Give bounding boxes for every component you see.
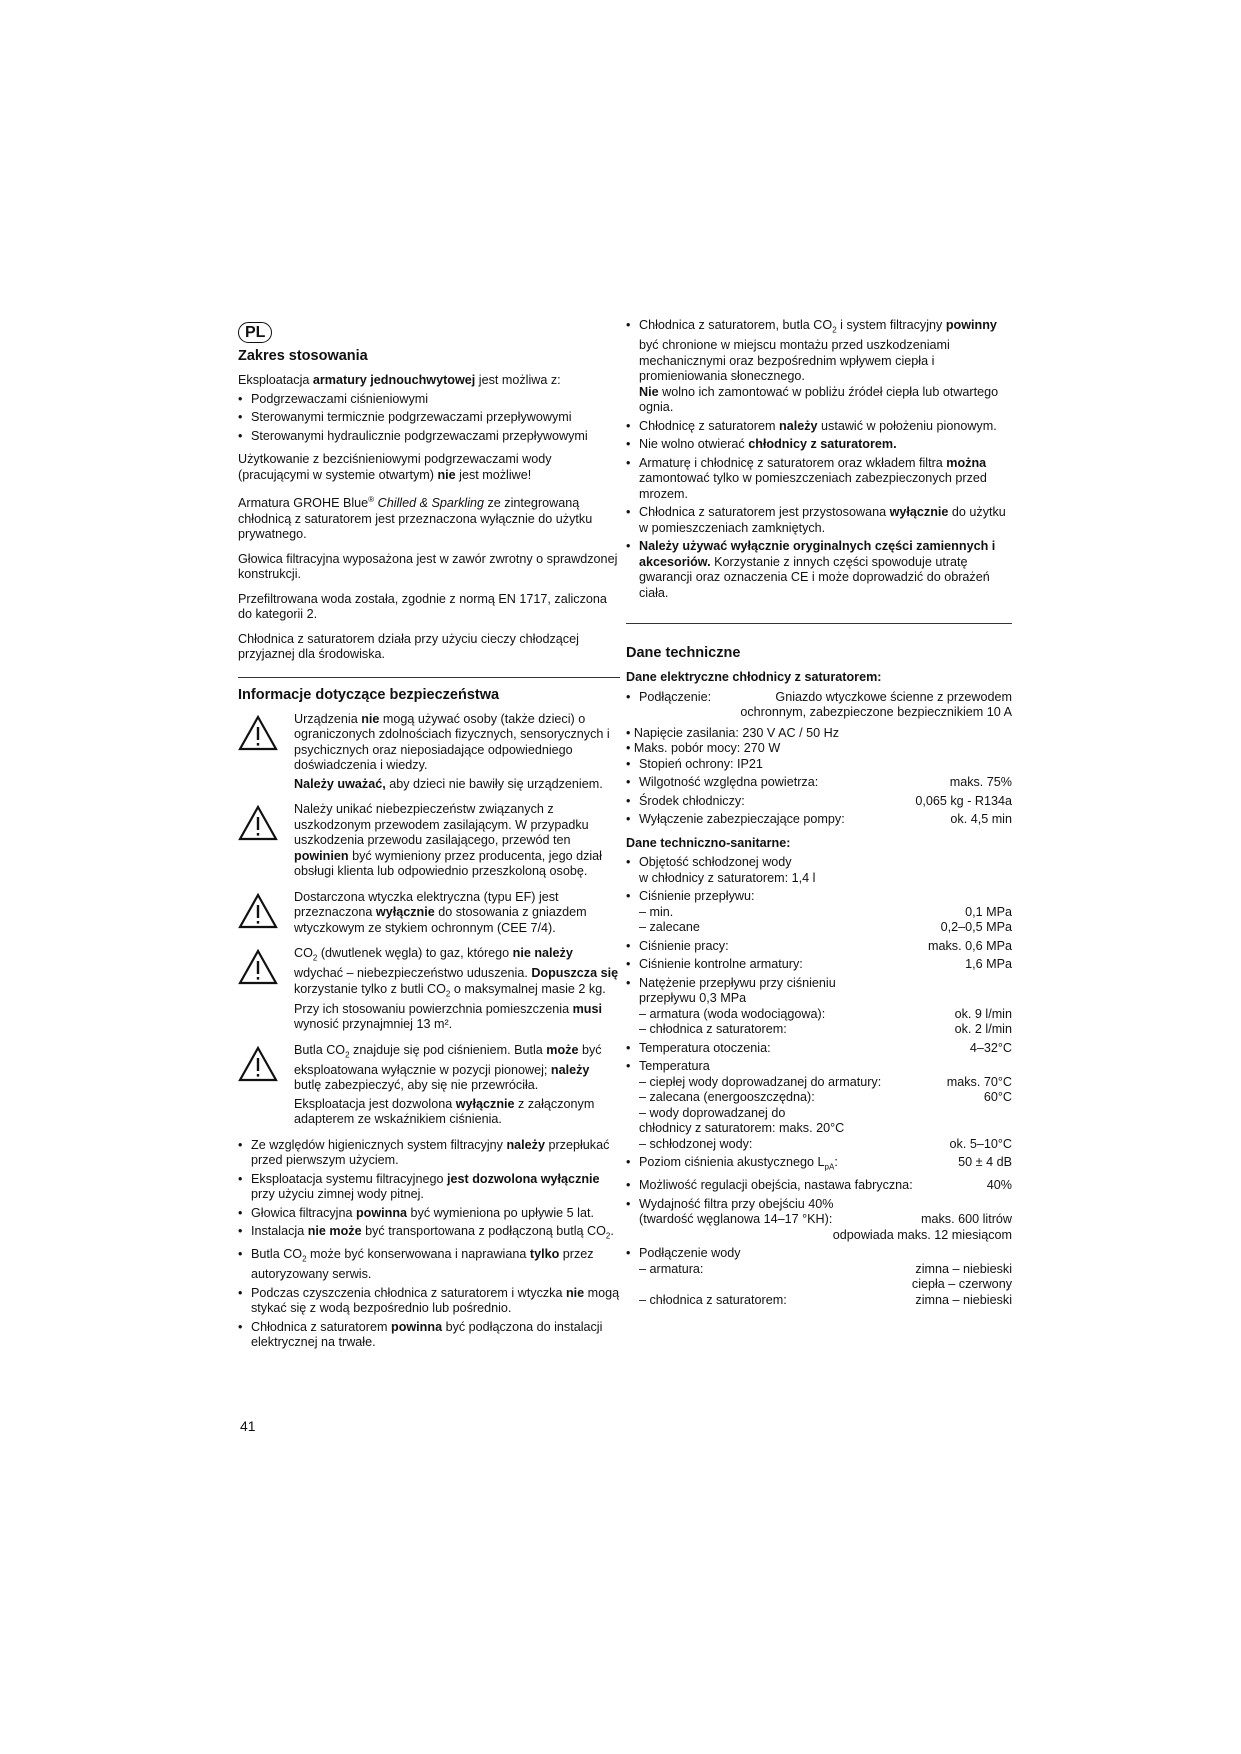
warning-text: Należy unikać niebezpieczeństw związanych z uszkodzonym przewodem zasilającym. W przypadku uszkodzenia przewodu zasilającego, przewód ten powinien być wymieniony przez producenta, jego dział obsługi klienta lub odpowiednio przeszkoloną osobę. <box>294 802 602 879</box>
list-item: • Podłączenie: Gniazdo wtyczkowe ścienne z przewodem ochronnym, zabezpieczone bezpiecznikiem 10 A <box>626 690 1012 721</box>
list-item: • Środek chłodniczy: 0,065 kg - R134a <box>626 794 1012 810</box>
list-item: • Możliwość regulacji obejścia, nastawa fabryczna: 40% <box>626 1178 1012 1194</box>
list-item: • Objętość schłodzonej wody w chłodnicy z saturatorem: 1,4 l <box>626 855 1012 886</box>
list-item: • Podgrzewaczami ciśnieniowymi <box>238 392 620 408</box>
list-item: • Natężenie przepływu przy ciśnieniu przepływu 0,3 MPa – armatura (woda wodociągowa): ok. 9 l/min – chłodnica z saturatorem: ok. 2 l/min <box>626 976 1012 1038</box>
list-item: • Nie wolno otwierać chłodnicy z saturatorem. <box>626 437 1012 453</box>
warning-text: Należy uważać, aby dzieci nie bawiły się urządzeniem. <box>294 776 603 791</box>
warning-icon <box>238 1043 294 1087</box>
warning-block <box>238 712 620 796</box>
elec-list <box>626 690 1012 721</box>
scope-paragraph: Przefiltrowana woda została, zgodnie z normą EN 1717, zaliczona do kategorii 2. <box>238 591 607 622</box>
warning-text: $CO_2$ (dwutlenek węgla) to gaz, którego nie należy wdychać – niebezpieczeństwo uduszenia. Dopuszcza się korzystanie tylko z butli $CO_2$ o maksymalnej masie 2 kg. Przy ich stosowaniu powierzchnia pomieszczenia musi wynosić przynajmniej 13 m². <box>294 946 619 1032</box>
list-item: • Stopień ochrony: IP21 <box>626 757 1012 773</box>
sanitary-subtitle: Dane techniczno-sanitarne: <box>626 835 791 850</box>
warning-block <box>238 946 620 1036</box>
list-item: • Temperatura otoczenia: 4–32°C <box>626 1041 1012 1057</box>
list-item: • Ciśnienie kontrolne armatury: 1,6 MPa <box>626 957 1012 973</box>
elec-list-2 <box>626 757 1012 828</box>
section-divider <box>238 677 620 678</box>
list-item: • Butla $CO_2$ może być konserwowana i naprawiana tylko przez autoryzowany serwis. <box>238 1247 620 1283</box>
right-column <box>626 318 1012 1316</box>
list-item: • Poziom ciśnienia akustycznego $L_{pA}$: 50 ± 4 dB <box>626 1155 1012 1175</box>
warning-icon <box>238 946 294 990</box>
scope-title: Zakres stosowania <box>238 348 368 364</box>
heater-list <box>238 392 620 445</box>
list-item: • Podczas czyszczenia chłodnica z saturatorem i wtyczka nie mogą stykać się z wodą bezpośrednio lub pośrednio. <box>238 1286 620 1317</box>
list-item: • Sterowanymi hydraulicznie podgrzewaczami przepływowymi <box>238 429 620 445</box>
tech-title: Dane techniczne <box>626 645 741 662</box>
elec-subtitle: Dane elektryczne chłodnicy z saturatorem: <box>626 670 882 685</box>
list-item: • Chłodnica z saturatorem jest przystosowana wyłącznie do użytku w pomieszczeniach zamkniętych. <box>626 505 1012 536</box>
list-item: • Temperatura – ciepłej wody doprowadzanej do armatury: maks. 70°C – zalecana (energooszczędna): 60°C – wody doprowadzanej do chłodnicy z saturatorem: maks. 20°C – schłodzonej wody: ok. 5–10°C <box>626 1059 1012 1152</box>
list-item: • Chłodnica z saturatorem, butla $CO_2$ i system filtracyjny powinny być chronione w miejscu montażu przed uszkodzeniami mechanicznymi oraz bezpośrednim wpływem ciepła i promieniowania słonecznego. Nie wolno ich zamontować w pobliżu źródeł ciepła lub otwartego ognia. <box>626 318 1012 416</box>
left-column <box>238 322 620 1359</box>
warning-block <box>238 1043 620 1131</box>
page-number: 41 <box>240 1418 256 1434</box>
warning-text: Urządzenia nie mogą używać osoby (także dzieci) o ograniczonych zdolnościach fizycznych, sensorycznych i psychicznych oraz nieposiadające odpowiedniego doświadczenia i wiedzy. <box>294 711 610 773</box>
scope-paragraph: Chłodnica z saturatorem działa przy użyciu cieczy chłodzącej przyjaznej dla środowiska. <box>238 631 579 662</box>
warning-text: Eksploatacja jest dozwolona wyłącznie z załączonym adapterem ze wskaźnikiem ciśnienia. <box>294 1096 595 1127</box>
list-item: • Ciśnienie pracy: maks. 0,6 MPa <box>626 939 1012 955</box>
language-badge <box>238 322 620 343</box>
list-item: • Ciśnienie przepływu: – min. 0,1 MPa – zalecane 0,2–0,5 MPa <box>626 889 1012 936</box>
list-item: • Wydajność filtra przy obejściu 40% (twardość węglanowa 14–17 °KH): maks. 600 litrów odpowiada maks. 12 miesiącom <box>626 1197 1012 1244</box>
list-item: • Głowica filtracyjna powinna być wymieniona po upływie 5 lat. <box>238 1206 620 1222</box>
list-item: • Chłodnica z saturatorem powinna być podłączona do instalacji elektrycznej na trwałe. <box>238 1320 620 1351</box>
list-item: • Instalacja nie może być transportowana z podłączoną butlą $CO_2$. <box>238 1224 620 1244</box>
warning-text: Dostarczona wtyczka elektryczna (typu EF) jest przeznaczona wyłącznie do stosowania z gniazdem wtyczkowym ze stykiem ochronnym (CEE 7/4). <box>294 889 587 935</box>
list-item: • Eksploatacja systemu filtracyjnego jest dozwolona wyłącznie przy użyciu zimnej wody pitnej. <box>238 1172 620 1203</box>
safety-title: Informacje dotyczące bezpieczeństwa <box>238 686 500 703</box>
list-item: • Chłodnicę z saturatorem należy ustawić w położeniu pionowym. <box>626 419 1012 435</box>
list-item: • Wilgotność względna powietrza: maks. 75% <box>626 775 1012 791</box>
warning-block <box>238 802 620 883</box>
scope-intro: Eksploatacja armatury jednouchwytowej jest możliwa z: <box>238 373 561 387</box>
scope-paragraph: Użytkowanie z bezciśnieniowymi podgrzewaczami wody (pracującymi w systemie otwartym) nie jest możliwe! <box>238 452 552 482</box>
warning-icon <box>238 802 294 846</box>
section-divider <box>626 623 1012 624</box>
spec-line: • Maks. pobór mocy: 270 W <box>626 741 781 756</box>
list-item: • Sterowanymi termicznie podgrzewaczami przepływowymi <box>238 410 620 426</box>
sanitary-list <box>626 855 1012 1308</box>
list-item: • Armaturę i chłodnicę z saturatorem oraz wkładem filtra można zamontować tylko w pomieszczeniach zabezpieczonych przed mrozem. <box>626 456 1012 503</box>
language-code: PL <box>238 322 272 343</box>
list-item: • Należy używać wyłącznie oryginalnych części zamiennych i akcesoriów. Korzystanie z innych części spowoduje utratę gwarancji oraz oznaczenia CE i może doprowadzić do obrażeń ciała. <box>626 539 1012 601</box>
scope-paragraph: Armatura GROHE Blue® Chilled & Sparkling ze zintegrowaną chłodnicą z saturatorem jest przeznaczona wyłącznie do użytku prywatnego. <box>238 495 593 542</box>
list-item: • Wyłączenie zabezpieczające pompy: ok. 4,5 min <box>626 812 1012 828</box>
scope-paragraph: Głowica filtracyjna wyposażona jest w zawór zwrotny o sprawdzonej konstrukcji. <box>238 551 618 582</box>
safety-list <box>238 1138 620 1351</box>
safety-list-continued <box>626 318 1012 601</box>
warning-text: Butla $CO_2$ znajduje się pod ciśnieniem. Butla może być eksploatowana wyłącznie w pozycji pionowej; należy butlę zabezpieczyć, aby się nie przewróciła. <box>294 1042 602 1093</box>
list-item: • Ze względów higienicznych system filtracyjny należy przepłukać przed pierwszym użyciem. <box>238 1138 620 1169</box>
warning-block <box>238 890 620 940</box>
spec-line: • Napięcie zasilania: 230 V AC / 50 Hz <box>626 725 840 740</box>
warning-icon <box>238 890 294 934</box>
warning-icon <box>238 712 294 756</box>
list-item: • Podłączenie wody – armatura: zimna – niebieski ciepła – czerwony – chłodnica z saturatorem: zimna – niebieski <box>626 1246 1012 1308</box>
